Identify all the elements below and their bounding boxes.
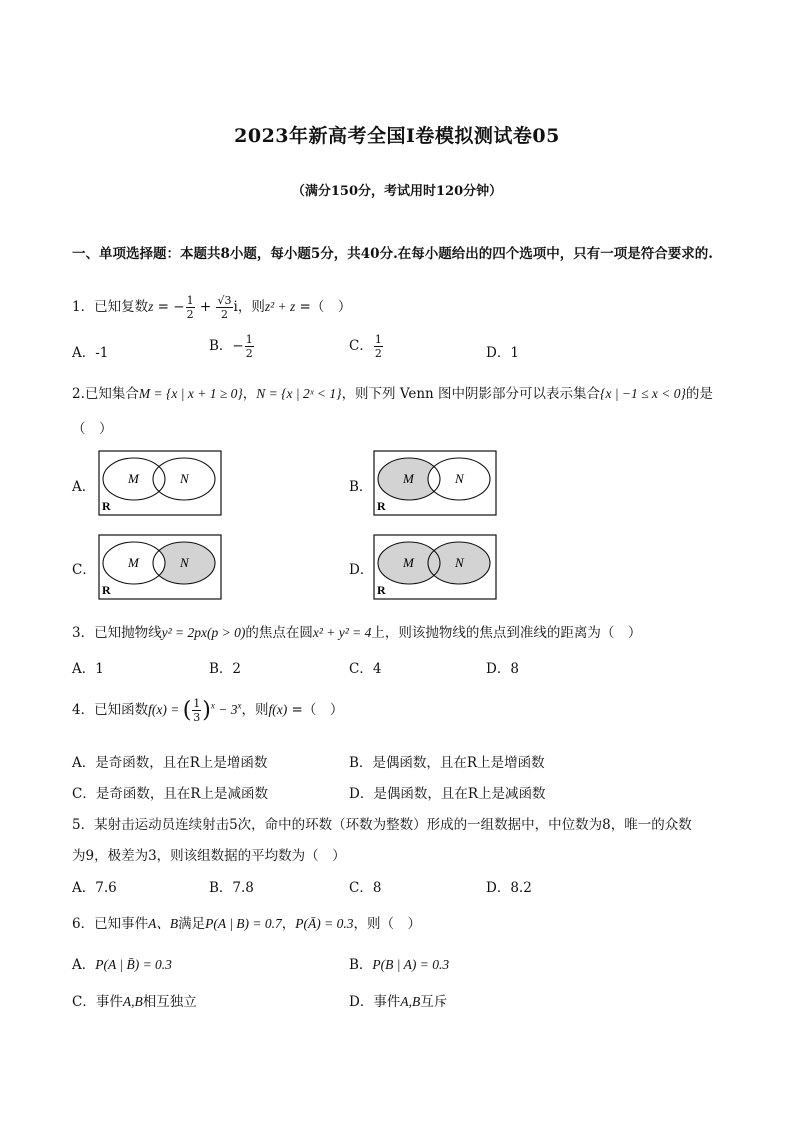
q1-fraction-1: $\frac{1}{2}$: [186, 294, 194, 321]
venn-d-R: R: [377, 583, 386, 597]
venn-b-M: M: [403, 471, 414, 486]
q1-imag: i: [233, 299, 238, 315]
exam-info: （满分150分，考试用时120分钟）: [291, 184, 503, 199]
section-heading: 一、单项选择题：本题共8小题，每小题5分，共40分.在每小题给出的四个选项中，只有一项是符合要求的.: [72, 246, 713, 262]
q1-expr: z² + z: [264, 299, 296, 314]
question-1: [72, 294, 351, 321]
q5-option-a: A．7.6: [72, 880, 117, 896]
q1-fraction-2: $\frac{√3}{2}$: [217, 294, 232, 321]
q1-option-c: C． $\frac{1}{2}$: [349, 333, 382, 360]
q6-option-c: C．事件A,B相互独立: [72, 994, 197, 1010]
q4-option-c: C．是奇函数，且在R上是减函数: [72, 786, 268, 802]
q1-var: z: [148, 299, 154, 314]
question-5-line2: 为9，极差为3，则该组数据的平均数为（ ）: [72, 848, 346, 864]
q5-option-d: D．8.2: [486, 880, 532, 896]
venn-c-M: M: [128, 555, 139, 570]
q3-option-b: B．2: [209, 661, 242, 677]
q3-option-a: A．1: [72, 661, 104, 677]
q5-option-b: B．7.8: [209, 880, 254, 896]
q2-option-b-label: B．: [349, 479, 373, 495]
venn-c-N: N: [180, 555, 189, 570]
venn-diagram-d: [373, 534, 497, 600]
q4-option-d: D．是偶函数，且在R上是减函数: [349, 786, 546, 802]
venn-diagram-c: [98, 534, 222, 600]
q5-option-c: C．8: [349, 880, 382, 896]
q1-option-a: A．-1: [72, 345, 109, 361]
question-2-line2: （ ）: [72, 421, 113, 437]
q4-option-a: A．是奇函数，且在R上是增函数: [72, 755, 268, 771]
page-title: 2023年新高考全国Ⅰ卷模拟测试卷05: [234, 125, 560, 147]
q3-option-c: C．4: [349, 661, 382, 677]
q1-end: =（ ）: [295, 299, 352, 315]
q1-after: ，则: [237, 299, 265, 315]
q2-option-c-label: C．: [72, 562, 96, 578]
q2-option-d-label: D．: [349, 562, 374, 578]
question-6: 6．已知事件A、B满足P(A | B) = 0.7，P(Ā) = 0.3，则（ ）: [72, 916, 421, 932]
q6-option-a: A．P(A | B̄) = 0.3: [72, 957, 172, 973]
q4-option-b: B．是偶函数，且在R上是增函数: [349, 755, 545, 771]
venn-a-N: N: [180, 471, 189, 486]
venn-diagram-b: [373, 450, 497, 516]
venn-b-R: R: [377, 499, 386, 513]
q3-option-d: D．8: [486, 661, 519, 677]
venn-a-M: M: [128, 471, 139, 486]
q1-prefix: 1．已知复数: [72, 299, 149, 315]
venn-c-R: R: [102, 583, 111, 597]
q1-plus: +: [195, 299, 216, 315]
question-3: 3．已知抛物线y² = 2px(p > 0)的焦点在圆x² + y² = 4上，则该抛物线的焦点到准线的距离为（ ）: [72, 625, 642, 641]
q2-option-a-label: A．: [72, 479, 96, 495]
venn-b-N: N: [455, 471, 464, 486]
venn-d-M: M: [403, 555, 414, 570]
question-2: 2.已知集合M = {x | x + 1 ≥ 0}，N = {x | 2ˣ < 1}，则下列 Venn 图中阴影部分可以表示集合{x | −1 ≤ x < 0}的是: [72, 386, 713, 402]
q6-option-b: B．P(B | A) = 0.3: [349, 957, 450, 973]
venn-diagram-a: [98, 450, 222, 516]
q1-eq: = −: [153, 299, 185, 315]
venn-d-N: N: [455, 555, 464, 570]
q6-option-d: D．事件A,B互斥: [349, 994, 448, 1010]
venn-a-R: R: [102, 499, 111, 513]
question-4: 4．已知函数f(x) = ( $\frac{1}{3}$ )$^x - 3^x$，则f(x) =（ ）: [72, 697, 344, 724]
q1-option-b: B．− $\frac{1}{2}$: [209, 333, 253, 360]
q1-option-d: D．1: [486, 345, 519, 361]
question-5-line1: 5．某射击运动员连续射击5次，命中的环数（环数为整数）形成的一组数据中，中位数为8，唯一的众数: [72, 817, 692, 833]
